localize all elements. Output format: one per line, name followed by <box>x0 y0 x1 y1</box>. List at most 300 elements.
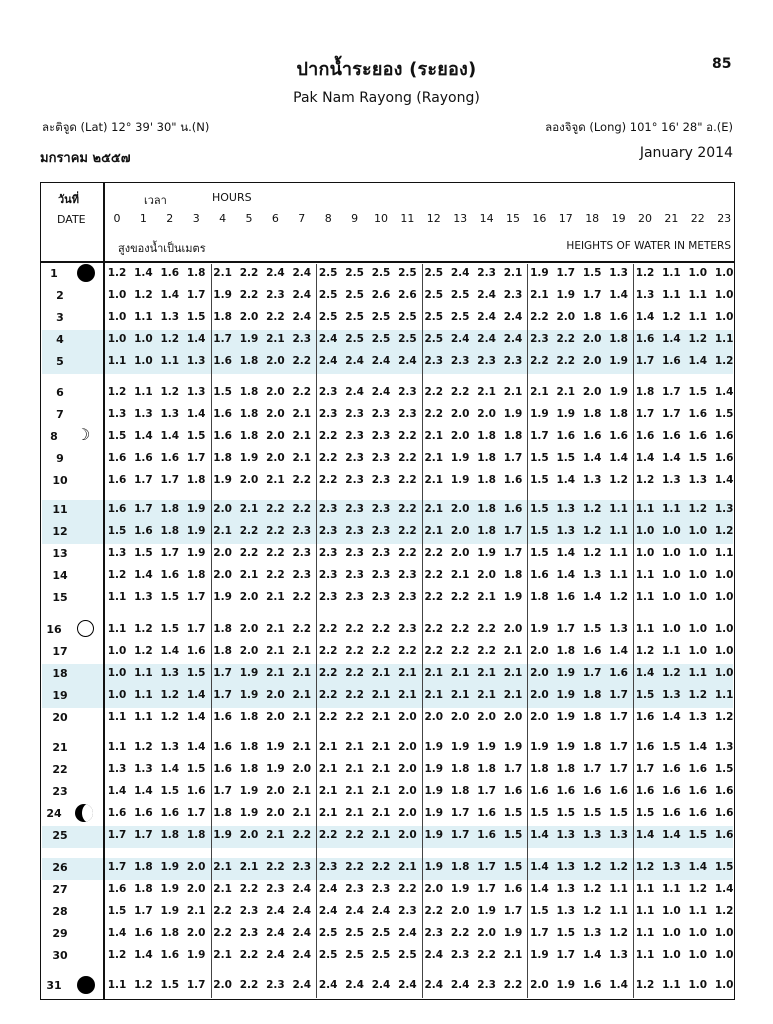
water-height-cell: 2.2 <box>292 623 312 635</box>
water-height-cell: 1.6 <box>609 430 628 442</box>
water-height-cell: 1.5 <box>582 267 602 279</box>
water-height-cell: 1.6 <box>635 333 655 345</box>
water-height-cell: 1.6 <box>160 569 180 581</box>
water-height-cell: 1.7 <box>662 408 681 420</box>
water-height-cell: 2.2 <box>556 333 576 345</box>
water-height-cell: 1.6 <box>662 763 681 775</box>
water-height-cell: 1.2 <box>662 667 681 679</box>
water-height-cell: 1.7 <box>609 689 628 701</box>
water-height-cell: 1.9 <box>477 741 496 753</box>
water-height-cell: 1.0 <box>107 645 127 657</box>
water-height-cell: 2.3 <box>318 547 338 559</box>
water-height-cell: 1.1 <box>635 591 655 603</box>
water-height-cell: 1.9 <box>213 591 232 603</box>
water-height-cell: 2.0 <box>424 883 444 895</box>
water-height-cell: 1.2 <box>688 333 708 345</box>
hour-label: 0 <box>113 212 121 225</box>
day-number: 28 <box>52 905 68 918</box>
date-column-divider <box>103 182 105 1000</box>
water-height-cell: 2.1 <box>292 689 312 701</box>
water-height-cell: 2.2 <box>398 645 417 657</box>
day-number: 2 <box>56 289 64 302</box>
water-height-cell: 1.1 <box>107 623 127 635</box>
hour-label: 2 <box>166 212 174 225</box>
water-height-cell: 1.3 <box>556 525 576 537</box>
water-height-cell: 1.1 <box>107 741 127 753</box>
water-height-cell: 1.0 <box>134 355 153 367</box>
day-number: 1 <box>50 267 58 280</box>
water-height-cell: 1.4 <box>160 645 180 657</box>
water-height-cell: 1.5 <box>714 861 734 873</box>
water-height-cell: 2.0 <box>530 979 549 991</box>
water-height-cell: 1.9 <box>160 861 180 873</box>
water-height-cell: 2.3 <box>318 386 338 398</box>
hour-label: 22 <box>690 212 705 225</box>
water-height-cell: 1.5 <box>688 452 708 464</box>
water-height-cell: 1.6 <box>213 711 232 723</box>
water-height-cell: 2.5 <box>398 267 417 279</box>
water-height-cell: 1.6 <box>714 785 734 797</box>
water-height-cell: 1.4 <box>609 645 628 657</box>
water-height-cell: 1.5 <box>186 430 206 442</box>
water-height-cell: 2.1 <box>266 645 285 657</box>
water-height-cell: 2.3 <box>318 408 338 420</box>
water-height-cell: 1.0 <box>107 667 127 679</box>
hour-label: 10 <box>374 212 388 225</box>
water-height-cell: 1.4 <box>160 430 180 442</box>
water-height-cell: 2.2 <box>345 861 364 873</box>
water-height-cell: 2.0 <box>292 763 312 775</box>
water-height-cell: 1.9 <box>424 741 444 753</box>
water-height-cell: 1.6 <box>609 785 628 797</box>
water-height-cell: 2.5 <box>318 311 338 323</box>
water-height-cell: 2.3 <box>371 591 391 603</box>
hour-label: 8 <box>324 212 332 225</box>
water-height-cell: 1.3 <box>714 741 734 753</box>
water-height-cell: 1.7 <box>503 763 523 775</box>
water-height-cell: 1.0 <box>688 525 708 537</box>
water-height-cell: 1.9 <box>530 623 549 635</box>
water-height-cell: 1.0 <box>662 525 681 537</box>
time-label-thai: เวลา <box>144 194 167 207</box>
water-height-cell: 2.3 <box>345 503 364 515</box>
water-height-cell: 1.0 <box>688 547 708 559</box>
water-height-cell: 2.2 <box>266 861 285 873</box>
water-height-cell: 2.4 <box>371 979 391 991</box>
water-height-cell: 2.1 <box>345 785 364 797</box>
water-height-cell: 1.3 <box>134 408 153 420</box>
water-height-cell: 2.5 <box>371 949 391 961</box>
height-label-english: HEIGHTS OF WATER IN METERS <box>566 240 731 252</box>
water-height-cell: 2.4 <box>503 333 523 345</box>
water-height-cell: 1.9 <box>186 525 206 537</box>
water-height-cell: 2.2 <box>398 547 417 559</box>
water-height-cell: 2.1 <box>371 829 391 841</box>
water-height-cell: 1.5 <box>530 547 549 559</box>
water-height-cell: 1.9 <box>556 741 576 753</box>
water-height-cell: 1.3 <box>186 355 206 367</box>
water-height-cell: 1.2 <box>134 645 153 657</box>
water-height-cell: 2.4 <box>318 883 338 895</box>
water-height-cell: 2.1 <box>345 807 364 819</box>
water-height-cell: 1.0 <box>107 689 127 701</box>
water-height-cell: 1.9 <box>424 785 444 797</box>
water-height-cell: 1.7 <box>503 452 523 464</box>
water-height-cell: 1.1 <box>688 289 708 301</box>
water-height-cell: 2.2 <box>450 623 470 635</box>
water-height-cell: 1.7 <box>134 905 153 917</box>
water-height-cell: 2.0 <box>266 355 285 367</box>
water-height-cell: 1.2 <box>134 741 153 753</box>
day-number: 31 <box>46 979 62 992</box>
water-height-cell: 1.4 <box>186 711 206 723</box>
water-height-cell: 1.8 <box>239 355 259 367</box>
water-height-cell: 2.2 <box>398 525 417 537</box>
water-height-cell: 1.9 <box>503 927 523 939</box>
water-height-cell: 2.0 <box>398 807 417 819</box>
water-height-cell: 2.2 <box>530 311 549 323</box>
water-height-cell: 1.2 <box>635 267 655 279</box>
water-height-cell: 1.7 <box>186 591 206 603</box>
water-height-cell: 1.3 <box>635 289 655 301</box>
water-height-cell: 2.4 <box>398 979 417 991</box>
water-height-cell: 2.2 <box>450 591 470 603</box>
water-height-cell: 1.4 <box>688 861 708 873</box>
day-number: 14 <box>52 569 68 582</box>
date-label-thai: วันที่ <box>58 193 79 206</box>
water-height-cell: 1.2 <box>635 645 655 657</box>
water-height-cell: 2.4 <box>477 333 496 345</box>
water-height-cell: 2.3 <box>503 355 523 367</box>
water-height-cell: 1.5 <box>503 861 523 873</box>
water-height-cell: 2.3 <box>239 927 259 939</box>
water-height-cell: 1.3 <box>556 883 576 895</box>
water-height-cell: 1.4 <box>582 452 602 464</box>
water-height-cell: 2.3 <box>292 547 312 559</box>
water-height-cell: 1.7 <box>503 525 523 537</box>
water-height-cell: 2.5 <box>345 311 364 323</box>
water-height-cell: 1.6 <box>213 355 232 367</box>
water-height-cell: 1.1 <box>107 591 127 603</box>
water-height-cell: 2.0 <box>450 711 470 723</box>
water-height-cell: 2.3 <box>477 979 496 991</box>
water-height-cell: 2.1 <box>503 386 523 398</box>
water-height-cell: 1.6 <box>186 645 206 657</box>
water-height-cell: 1.0 <box>714 623 734 635</box>
water-height-cell: 2.2 <box>345 711 364 723</box>
water-height-cell: 1.3 <box>160 311 180 323</box>
day-number: 9 <box>56 452 64 465</box>
water-height-cell: 1.7 <box>503 905 523 917</box>
water-height-cell: 2.1 <box>398 667 417 679</box>
water-height-cell: 1.4 <box>582 949 602 961</box>
water-height-cell: 1.9 <box>424 807 444 819</box>
water-height-cell: 2.0 <box>398 741 417 753</box>
water-height-cell: 2.5 <box>318 289 338 301</box>
water-height-cell: 1.3 <box>609 829 628 841</box>
water-height-cell: 1.7 <box>477 861 496 873</box>
water-height-cell: 1.8 <box>477 430 496 442</box>
water-height-cell: 2.0 <box>266 807 285 819</box>
water-height-cell: 2.2 <box>266 569 285 581</box>
water-height-cell: 1.4 <box>714 474 734 486</box>
water-height-cell: 1.1 <box>160 355 180 367</box>
water-height-cell: 2.0 <box>239 829 259 841</box>
water-height-cell: 2.5 <box>318 267 338 279</box>
water-height-cell: 2.5 <box>398 949 417 961</box>
water-height-cell: 2.2 <box>424 905 444 917</box>
water-height-cell: 1.5 <box>503 829 523 841</box>
water-height-cell: 1.0 <box>635 547 655 559</box>
water-height-cell: 1.4 <box>186 741 206 753</box>
water-height-cell: 2.2 <box>345 645 364 657</box>
water-height-cell: 2.1 <box>371 807 391 819</box>
water-height-cell: 1.7 <box>477 785 496 797</box>
water-height-cell: 2.4 <box>450 979 470 991</box>
water-height-cell: 1.1 <box>662 979 681 991</box>
water-height-cell: 1.9 <box>213 474 232 486</box>
day-number: 19 <box>52 689 68 702</box>
water-height-cell: 2.3 <box>292 333 312 345</box>
water-height-cell: 2.3 <box>398 408 417 420</box>
water-height-cell: 2.1 <box>371 667 391 679</box>
water-height-cell: 1.9 <box>556 408 576 420</box>
water-height-cell: 2.0 <box>450 905 470 917</box>
water-height-cell: 2.3 <box>477 267 496 279</box>
water-height-cell: 1.5 <box>530 525 549 537</box>
water-height-cell: 2.5 <box>450 289 470 301</box>
water-height-cell: 1.3 <box>134 763 153 775</box>
water-height-cell: 2.4 <box>292 949 312 961</box>
water-height-cell: 1.1 <box>107 355 127 367</box>
water-height-cell: 1.5 <box>635 689 655 701</box>
day-number: 25 <box>52 829 68 842</box>
water-height-cell: 1.4 <box>662 452 681 464</box>
water-height-cell: 1.1 <box>134 386 153 398</box>
water-height-cell: 1.8 <box>609 333 628 345</box>
water-height-cell: 2.1 <box>503 667 523 679</box>
water-height-cell: 1.9 <box>186 503 206 515</box>
water-height-cell: 1.7 <box>503 547 523 559</box>
water-height-cell: 1.4 <box>635 311 655 323</box>
water-height-cell: 2.4 <box>292 289 312 301</box>
water-height-cell: 2.1 <box>266 829 285 841</box>
water-height-cell: 1.9 <box>239 785 259 797</box>
water-height-cell: 1.6 <box>213 430 232 442</box>
water-height-cell: 2.3 <box>371 503 391 515</box>
water-height-cell: 1.4 <box>688 741 708 753</box>
water-height-cell: 2.2 <box>239 547 259 559</box>
water-height-cell: 1.1 <box>662 645 681 657</box>
water-height-cell: 1.4 <box>134 785 153 797</box>
water-height-cell: 1.7 <box>477 883 496 895</box>
water-height-cell: 2.1 <box>345 763 364 775</box>
water-height-cell: 1.4 <box>160 289 180 301</box>
water-height-cell: 1.8 <box>530 763 549 775</box>
water-height-cell: 2.1 <box>530 289 549 301</box>
water-height-cell: 1.9 <box>530 949 549 961</box>
water-height-cell: 1.9 <box>556 667 576 679</box>
water-height-cell: 1.8 <box>134 883 153 895</box>
water-height-cell: 2.1 <box>186 905 206 917</box>
water-height-cell: 1.9 <box>213 829 232 841</box>
water-height-cell: 2.2 <box>424 591 444 603</box>
water-height-cell: 2.2 <box>477 623 496 635</box>
water-height-cell: 1.3 <box>556 861 576 873</box>
water-height-cell: 2.3 <box>292 525 312 537</box>
water-height-cell: 1.5 <box>107 430 127 442</box>
water-height-cell: 1.6 <box>556 430 576 442</box>
water-height-cell: 1.3 <box>662 861 681 873</box>
water-height-cell: 1.8 <box>503 569 523 581</box>
water-height-cell: 1.9 <box>503 408 523 420</box>
water-height-cell: 1.3 <box>609 949 628 961</box>
water-height-cell: 2.2 <box>266 311 285 323</box>
hour-label: 23 <box>717 212 732 225</box>
water-height-cell: 2.1 <box>266 667 285 679</box>
water-height-cell: 2.1 <box>398 861 417 873</box>
water-height-cell: 2.5 <box>424 311 444 323</box>
water-height-cell: 2.2 <box>318 689 338 701</box>
water-height-cell: 2.2 <box>345 667 364 679</box>
water-height-cell: 2.2 <box>239 949 259 961</box>
water-height-cell: 1.8 <box>239 408 259 420</box>
water-height-cell: 1.6 <box>134 525 153 537</box>
day-number: 13 <box>52 547 68 560</box>
water-height-cell: 1.1 <box>635 623 655 635</box>
water-height-cell: 1.8 <box>213 807 232 819</box>
water-height-cell: 1.8 <box>239 386 259 398</box>
water-height-cell: 2.3 <box>398 905 417 917</box>
water-height-cell: 2.2 <box>424 623 444 635</box>
water-height-cell: 2.3 <box>398 591 417 603</box>
water-height-cell: 2.4 <box>424 979 444 991</box>
station-name: Pak Nam Rayong (Rayong) <box>293 90 480 106</box>
water-height-cell: 2.0 <box>556 311 576 323</box>
water-height-cell: 1.3 <box>556 503 576 515</box>
water-height-cell: 2.1 <box>450 667 470 679</box>
water-height-cell: 2.2 <box>424 408 444 420</box>
water-height-cell: 1.7 <box>186 623 206 635</box>
water-height-cell: 1.8 <box>239 711 259 723</box>
water-height-cell: 1.9 <box>609 386 628 398</box>
water-height-cell: 1.9 <box>239 452 259 464</box>
water-height-cell: 1.8 <box>186 474 206 486</box>
water-height-cell: 1.7 <box>186 452 206 464</box>
water-height-cell: 1.4 <box>556 569 576 581</box>
water-height-cell: 1.5 <box>714 408 734 420</box>
water-height-cell: 2.3 <box>398 569 417 581</box>
water-height-cell: 1.3 <box>186 386 206 398</box>
water-height-cell: 2.1 <box>398 689 417 701</box>
water-height-cell: 1.6 <box>477 829 496 841</box>
water-height-cell: 2.0 <box>266 711 285 723</box>
water-height-cell: 1.4 <box>662 711 681 723</box>
water-height-cell: 2.1 <box>292 711 312 723</box>
water-height-cell: 2.5 <box>398 311 417 323</box>
water-height-cell: 2.3 <box>398 386 417 398</box>
water-height-cell: 1.8 <box>186 267 206 279</box>
water-height-cell: 1.0 <box>688 569 708 581</box>
water-height-cell: 2.4 <box>477 311 496 323</box>
water-height-cell: 1.0 <box>714 667 734 679</box>
water-height-cell: 2.0 <box>186 861 206 873</box>
water-height-cell: 2.0 <box>477 408 496 420</box>
hour-label: 17 <box>558 212 573 225</box>
water-height-cell: 2.4 <box>266 905 285 917</box>
water-height-cell: 1.8 <box>582 689 602 701</box>
water-height-cell: 1.4 <box>107 927 127 939</box>
water-height-cell: 2.2 <box>345 829 364 841</box>
water-height-cell: 1.3 <box>609 623 628 635</box>
water-height-cell: 2.4 <box>292 905 312 917</box>
water-height-cell: 1.9 <box>160 905 180 917</box>
water-height-cell: 1.6 <box>609 667 628 679</box>
hour-label: 18 <box>585 212 600 225</box>
water-height-cell: 1.5 <box>186 763 206 775</box>
water-height-cell: 2.1 <box>292 645 312 657</box>
water-height-cell: 2.1 <box>292 807 312 819</box>
water-height-cell: 2.3 <box>345 408 364 420</box>
water-height-cell: 1.9 <box>450 741 470 753</box>
water-height-cell: 1.3 <box>662 474 681 486</box>
water-height-cell: 2.4 <box>266 949 285 961</box>
water-height-cell: 1.4 <box>134 569 153 581</box>
water-height-cell: 2.5 <box>371 267 391 279</box>
month-english: January 2014 <box>639 145 733 161</box>
water-height-cell: 2.3 <box>371 408 391 420</box>
water-height-cell: 2.0 <box>239 311 259 323</box>
water-height-cell: 1.0 <box>662 927 681 939</box>
water-height-cell: 1.2 <box>635 979 655 991</box>
water-height-cell: 2.3 <box>424 355 444 367</box>
water-height-cell: 1.1 <box>662 883 681 895</box>
water-height-cell: 1.6 <box>635 785 655 797</box>
water-height-cell: 1.9 <box>503 591 523 603</box>
water-height-cell: 2.1 <box>450 689 470 701</box>
water-height-cell: 2.0 <box>266 430 285 442</box>
water-height-cell: 1.7 <box>582 667 602 679</box>
water-height-cell: 1.2 <box>582 883 602 895</box>
water-height-cell: 2.1 <box>503 949 523 961</box>
water-height-cell: 1.4 <box>714 883 734 895</box>
water-height-cell: 1.1 <box>609 569 628 581</box>
water-height-cell: 1.2 <box>688 503 708 515</box>
water-height-cell: 1.3 <box>160 741 180 753</box>
water-height-cell: 1.8 <box>160 525 180 537</box>
water-height-cell: 2.3 <box>345 883 364 895</box>
water-height-cell: 1.4 <box>556 474 576 486</box>
water-height-cell: 1.0 <box>688 267 708 279</box>
water-height-cell: 1.8 <box>477 452 496 464</box>
water-height-cell: 2.3 <box>318 591 338 603</box>
water-height-cell: 1.8 <box>160 829 180 841</box>
water-height-cell: 1.5 <box>556 807 576 819</box>
water-height-cell: 1.9 <box>530 267 549 279</box>
water-height-cell: 1.9 <box>160 883 180 895</box>
water-height-cell: 1.3 <box>582 474 602 486</box>
water-height-cell: 1.2 <box>635 474 655 486</box>
day-number: 20 <box>52 711 68 724</box>
water-height-cell: 2.2 <box>424 645 444 657</box>
water-height-cell: 1.5 <box>134 547 153 559</box>
water-height-cell: 2.2 <box>318 829 338 841</box>
water-height-cell: 1.1 <box>714 689 734 701</box>
day-number: 4 <box>56 333 64 346</box>
water-height-cell: 2.3 <box>371 430 391 442</box>
water-height-cell: 1.6 <box>714 452 734 464</box>
water-height-cell: 1.7 <box>530 430 549 442</box>
